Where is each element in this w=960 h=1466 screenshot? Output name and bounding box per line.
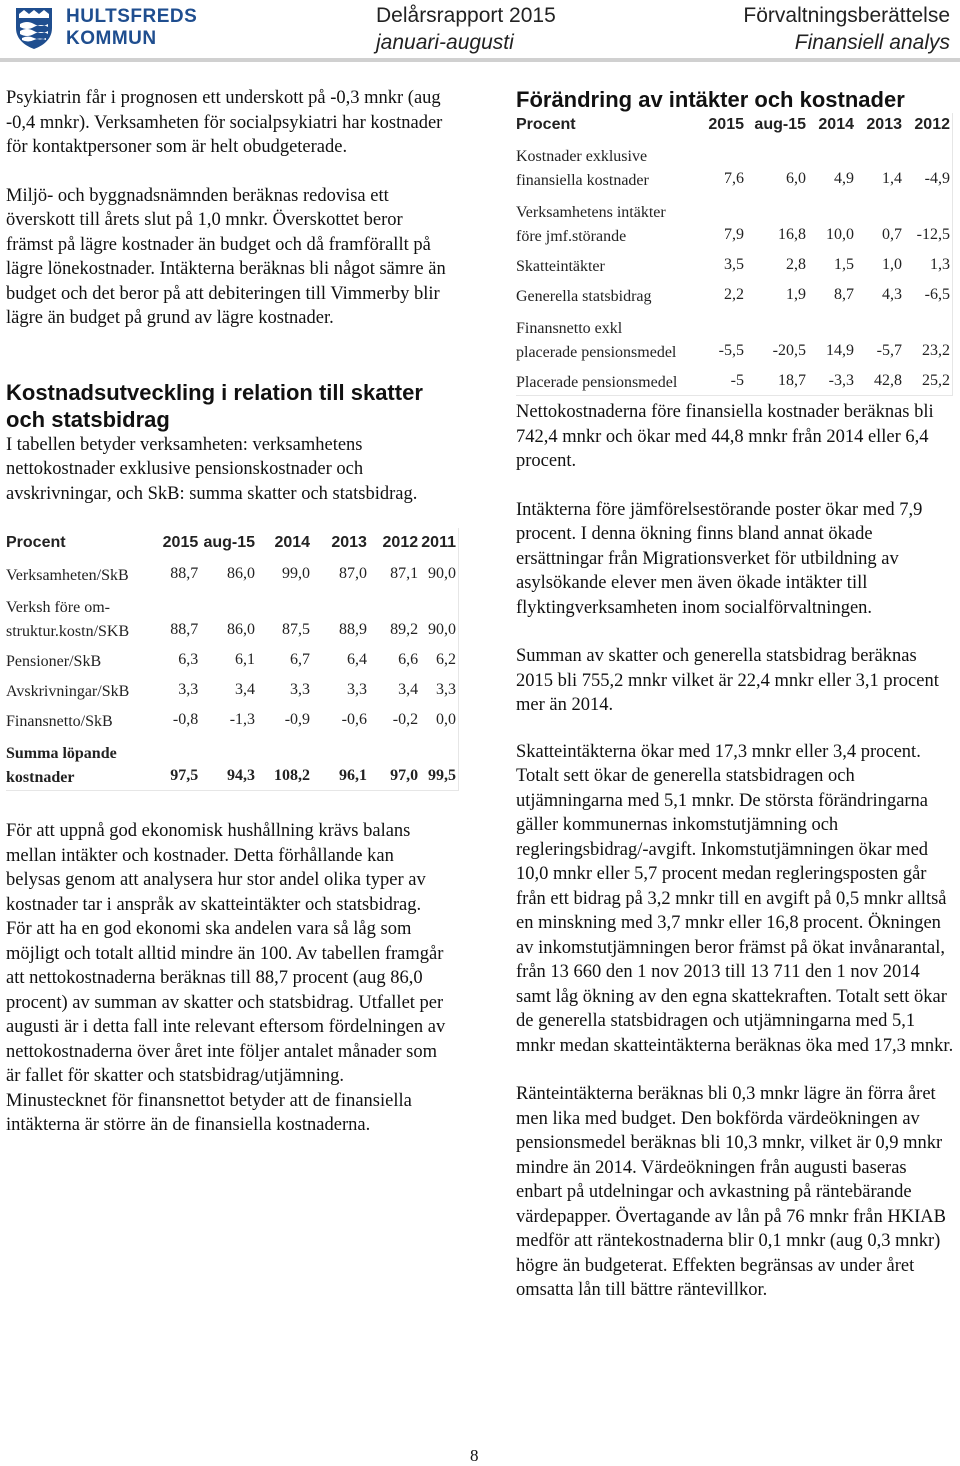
- table-cell: 97,0: [390, 767, 419, 784]
- table-cell: 3,3: [346, 681, 367, 698]
- table-cell: 6,7: [290, 651, 311, 668]
- table-cell: 42,8: [874, 372, 902, 389]
- table-row-label: Avskrivningar/SkB: [6, 683, 130, 700]
- table-cell: -0,6: [341, 711, 367, 728]
- report-title: Delårsrapport 2015: [376, 4, 556, 27]
- table-cell: 23,2: [922, 342, 950, 359]
- table-cell: 1,5: [834, 256, 854, 273]
- paragraph-psychiatry: Psykiatrin får i prognosen ett underskott på -0,3 mnkr (aug -0,4 mnkr). Verksamheten för socialpsykiatri har kostnader för kontaktpersoner som är helt obudgeterade.: [6, 88, 443, 157]
- table-cell: 4,3: [882, 286, 902, 303]
- table-row: [516, 137, 950, 193]
- page-number: 8: [470, 1446, 479, 1465]
- table-cell: 99,0: [282, 565, 311, 582]
- table-cell: 6,3: [178, 651, 199, 668]
- paragraph-interest: Ränteintäkterna beräknas bli 0,3 mnkr lägre än förra året men lika med budget. Den bokförda värdeökningen av pensionsmedel beräknas bli 10,3 mnkr, vilket är 0,9 mnkr mindre än 2014. Värdeökningen från augusti baseras enbart på utdelningar och avkastning på räntebärande värdepapper. Övertagande av lån på 76 mnkr från HKIAB medför att räntekostnaderna blir 0,1 mnkr (aug 0,3 mnkr) högre än budgeterat. Effekten begränsas av under året omsatta lån till bättre räntevillkor.: [516, 1084, 946, 1300]
- table-cell: 88,9: [338, 621, 367, 638]
- table-cell: 2,2: [724, 286, 744, 303]
- table-header-row: [6, 528, 456, 558]
- table-cell: 4,9: [834, 170, 854, 187]
- coat-of-arms-icon: [14, 4, 54, 50]
- table-row-label: Summa löpande kostnader: [6, 745, 117, 786]
- logo-line1: HULTSFREDS: [66, 6, 198, 27]
- table-cell: 6,2: [436, 651, 456, 668]
- table-cell: 99,5: [428, 767, 456, 784]
- cost-ratio-table-box: [6, 528, 459, 791]
- table-header-cell: aug-15: [203, 534, 256, 551]
- table-cell: 14,9: [826, 342, 854, 359]
- report-period: januari-augusti: [376, 31, 514, 54]
- table-header-cell: 2015: [162, 534, 199, 551]
- table-row: [516, 309, 950, 365]
- table-cell: -3,3: [828, 372, 854, 389]
- table-row: [6, 704, 456, 734]
- table-header-cell: Procent: [6, 534, 66, 551]
- right-column: [516, 86, 956, 1303]
- table-row-label: Generella statsbidrag: [516, 288, 652, 305]
- table-cell: 3,3: [178, 681, 199, 698]
- table-cell: -6,5: [924, 286, 950, 303]
- paragraph-revenues: Intäkterna före jämförelsestörande poster ökar med 7,9 procent. I denna ökning finns bland annat ökade ersättningar från Migrationsverket för utbildning av asylsökande elever men även ökade intäkter till flyktingverksamheten inom socialförvaltningen.: [516, 499, 923, 618]
- table-cell: -0,9: [284, 711, 311, 728]
- table-row-label: Verksh före om- struktur.kostn/SKB: [6, 599, 130, 640]
- table-cell: 7,6: [724, 170, 744, 187]
- municipality-logo: [14, 4, 204, 50]
- table-cell: 0,7: [882, 226, 902, 243]
- paragraph-environment-board: Miljö- och byggnadsnämnden beräknas redovisa ett överskott till årets slut på 1,0 mnkr. Överskottet beror främst på lägre kostnader än budget och då framförallt på lägre lönekostnader. Intäkterna beräknas bli något sämre än budget och det beror på att debiteringen till Vimmerby blir lägre än budget på grund av lägre kostnader.: [6, 185, 446, 328]
- table-cell: -0,2: [392, 711, 419, 728]
- table-row: [516, 193, 950, 249]
- table-cell: 0,0: [436, 711, 456, 728]
- table-cell: 90,0: [428, 621, 456, 638]
- left-column: [6, 86, 456, 1138]
- table-cell: 1,3: [930, 256, 950, 273]
- table-cell: 90,0: [428, 565, 456, 582]
- table-cell: 16,8: [778, 226, 806, 243]
- table-header-cell: Procent: [516, 116, 576, 133]
- table-header-cell: 2011: [421, 534, 456, 551]
- table-cell: 8,7: [834, 286, 854, 303]
- change-table-box: [516, 113, 953, 396]
- table-row-label: Verksamhetens intäkter före jmf.störande: [516, 204, 666, 245]
- section-title: Förvaltningsberättelse: [743, 4, 950, 27]
- table-header-row: [516, 113, 950, 137]
- table-row: [516, 279, 950, 309]
- paragraph-table-explanation: I tabellen betyder verksamheten: verksamhetens nettokostnader exklusive pensionskostnader och avskrivningar, och SkB: summa skatter och statsbidrag.: [6, 434, 418, 504]
- table-cell: 96,1: [338, 767, 367, 784]
- table-row: [516, 249, 950, 279]
- table-row: [6, 674, 456, 704]
- table-row-label: Finansnetto exkl placerade pensionsmedel: [516, 320, 677, 361]
- table-row: [6, 644, 456, 674]
- table-cell: 3,4: [398, 681, 419, 698]
- table-row: [6, 558, 456, 588]
- table-cell: 6,4: [346, 651, 367, 668]
- table-cell: 3,3: [290, 681, 311, 698]
- table-cell: 7,9: [724, 226, 744, 243]
- table-cell: 3,5: [724, 256, 744, 273]
- table-cell: 18,7: [778, 372, 806, 389]
- table-header-cell: 2013: [331, 534, 367, 551]
- paragraph-net-costs: Nettokostnaderna före finansiella kostnader beräknas bli 742,4 mnkr och ökar med 44,8 mnkr från 2014 eller 6,4 procent.: [516, 402, 934, 471]
- table-header-cell: 2014: [818, 116, 854, 133]
- table-cell: -5,5: [718, 342, 744, 359]
- table-cell: 86,0: [227, 565, 256, 582]
- table-row: [6, 734, 456, 790]
- table-cell: -5: [730, 372, 744, 389]
- table-row-label: Finansnetto/SkB: [6, 713, 113, 730]
- heading-cost-development: Kostnadsutveckling i relation till skatter och statsbidrag: [6, 379, 423, 432]
- header-rule: [0, 58, 960, 62]
- table-cell: 3,3: [436, 681, 456, 698]
- table-cell: 6,1: [235, 651, 256, 668]
- table-cell: -12,5: [916, 226, 950, 243]
- table-cell: -4,9: [924, 170, 950, 187]
- table-cell: 1,4: [882, 170, 902, 187]
- table-cell: 1,0: [882, 256, 902, 273]
- logo-line2: KOMMUN: [66, 28, 157, 49]
- change-table: [516, 113, 950, 395]
- table-row-label: Placerade pensionsmedel: [516, 374, 678, 391]
- paragraph-economic-balance: För att uppnå god ekonomisk hushållning krävs balans mellan intäkter och kostnader. Detta förhållande kan belysas genom att analysera hur stor andel olika typer av kostnader tar i anspråk av skatteintäkter och statsbidrag. För att ha en god ekonomi ska andelen vara så låg som möjligt och totalt alltid mindre än 100. Av tabellen framgår att nettokostnaderna beräknas till 88,7 procent (aug 86,0 procent) av summan av skatter och statsbidrag. Utfallet per augusti är i detta fall inte relevant eftersom fördelningen av nettokostnaderna över året inte följer antalet månader som är fallet för skatter och statsbidrag/utjämning. Minustecknet för finansnettot betyder att de finansiella intäkterna är större än de finansiella kostnaderna.: [6, 821, 446, 1135]
- table-cell: 97,5: [170, 767, 199, 784]
- section-subtitle: Finansiell analys: [794, 31, 950, 54]
- table-row: [6, 588, 456, 644]
- table-cell: -5,7: [876, 342, 902, 359]
- page-header: [0, 0, 960, 60]
- table-row-label: Kostnader exklusive finansiella kostnader: [516, 148, 649, 189]
- table-cell: 3,4: [235, 681, 256, 698]
- table-cell: 88,7: [170, 565, 199, 582]
- cost-ratio-table: [6, 528, 456, 790]
- table-cell: 87,1: [390, 565, 419, 582]
- paragraph-tax-grants: Summan av skatter och generella statsbidrag beräknas 2015 bli 755,2 mnkr vilket är 22,4 mnkr eller 3,1 procent mer än 2014.: [516, 646, 939, 715]
- paragraph-tax-revenue: Skatteintäkterna ökar med 17,3 mnkr eller 3,4 procent. Totalt sett ökar de generella statsbidragen och utjämningarna med 5,1 mnkr. De största förändringarna gäller kommunernas inkomstutjämning och regleringsbidrag/-avgift. Inkomstutjämningen ökar med 10,0 mnkr eller 5,7 procent medan regleringsposten går från ett bidrag på 3,2 mnkr till en avgift på 0,5 mnkr alltså en minskning med 3,7 mnkr eller 16,8 procent. Ökningen av inkomstutjämningen beror främst på ökat invånarantal, från 13 660 den 1 nov 2013 till 13 711 den 1 nov 2014 samt låg ökning av den egna skattekraften. Totalt sett ökar de generella statsbidragen och utjämningarna med 5,1 mnkr medan skatteintäkterna beräknas öka med 17,3 mnkr.: [516, 741, 954, 1056]
- table-cell: 89,2: [390, 621, 419, 638]
- table-header-cell: 2012: [914, 116, 950, 133]
- table-cell: 2,8: [786, 256, 806, 273]
- table-header-cell: 2014: [274, 534, 311, 551]
- table-cell: 94,3: [227, 767, 256, 784]
- table-cell: 87,0: [338, 565, 367, 582]
- table-cell: -0,8: [172, 711, 199, 728]
- table-cell: 88,7: [170, 621, 199, 638]
- table-cell: 1,9: [786, 286, 806, 303]
- table-header-cell: 2012: [382, 534, 419, 551]
- table-cell: 108,2: [274, 767, 311, 784]
- table-row-label: Skatteintäkter: [516, 258, 605, 275]
- table-cell: 25,2: [922, 372, 950, 389]
- table-row: [516, 365, 950, 395]
- table-cell: 87,5: [282, 621, 311, 638]
- table-cell: 6,6: [398, 651, 419, 668]
- heading-revenue-cost-change: Förändring av intäkter och kostnader: [516, 87, 905, 112]
- table-row-label: Verksamheten/SkB: [6, 567, 129, 584]
- table-header-cell: 2013: [866, 116, 902, 133]
- table-header-cell: aug-15: [754, 116, 806, 133]
- table-cell: -1,3: [229, 711, 256, 728]
- table-cell: -20,5: [772, 342, 806, 359]
- table-header-cell: 2015: [708, 116, 744, 133]
- table-cell: 10,0: [826, 226, 854, 243]
- table-cell: 86,0: [227, 621, 256, 638]
- table-row-label: Pensioner/SkB: [6, 653, 102, 670]
- table-cell: 6,0: [786, 170, 806, 187]
